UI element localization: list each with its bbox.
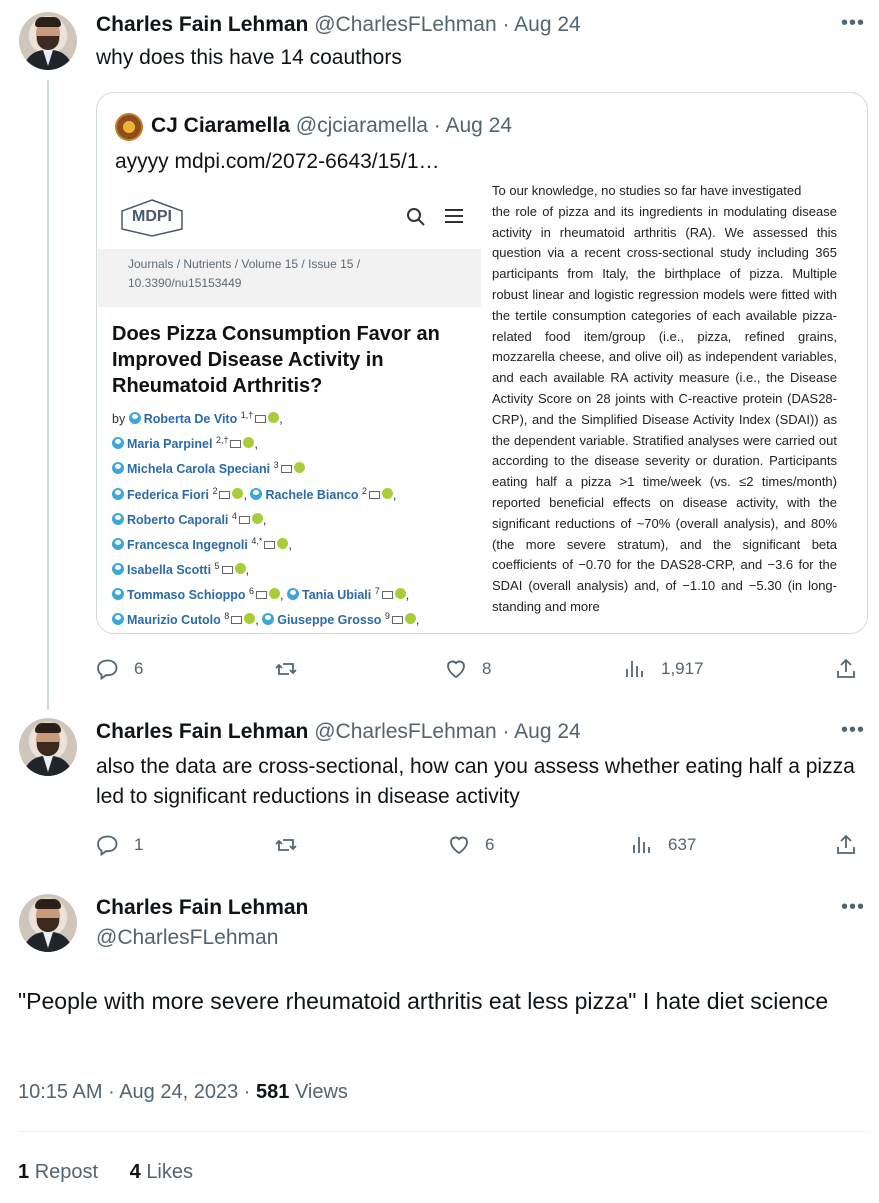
mail-icon xyxy=(230,440,241,448)
like-button[interactable] xyxy=(447,830,494,860)
mail-icon xyxy=(264,541,275,549)
quoted-tweet[interactable] xyxy=(96,92,868,634)
author-separator: , xyxy=(245,563,250,578)
affiliation-marker: 3 xyxy=(273,460,279,471)
author-name: Michela Carola Speciani xyxy=(127,462,271,477)
author-name: Isabella Scotti xyxy=(127,563,212,578)
separator: · xyxy=(433,114,441,137)
orcid-icon xyxy=(382,488,393,499)
avatar[interactable] xyxy=(19,894,77,952)
tweet-actions xyxy=(96,654,866,684)
person-icon xyxy=(262,613,274,625)
author-separator: , xyxy=(279,412,283,427)
author-separator: , xyxy=(405,588,410,603)
author-separator: , xyxy=(254,437,258,452)
affiliation-marker: 5 xyxy=(214,560,220,571)
paper-author[interactable] xyxy=(112,588,284,602)
thread-connector-line xyxy=(47,80,49,710)
affiliation-marker: 4 xyxy=(231,510,237,521)
abstract-cut-line: To our knowledge, no studies so far have investigated xyxy=(492,185,802,198)
tweet-header xyxy=(96,718,581,746)
orcid-icon xyxy=(235,563,246,574)
mdpi-logo: MDPI xyxy=(120,199,184,237)
mail-icon xyxy=(256,591,267,599)
author-name[interactable]: Charles Fain Lehman xyxy=(96,13,309,36)
author-handle[interactable]: @CharlesFLehman xyxy=(314,13,497,36)
person-icon xyxy=(112,513,124,525)
affiliation-marker: 7 xyxy=(374,586,380,597)
quoted-tweet-header xyxy=(151,112,512,140)
paper-author[interactable] xyxy=(112,437,258,451)
tweet-header xyxy=(96,11,581,39)
person-icon xyxy=(112,613,124,625)
affiliation-marker: 4,* xyxy=(251,535,263,546)
views-count: 581 xyxy=(256,1081,290,1103)
affiliation-marker: 8 xyxy=(224,611,230,622)
reposts-count: 1 xyxy=(18,1161,30,1183)
orcid-icon xyxy=(277,538,288,549)
orcid-icon xyxy=(268,412,279,423)
paper-abstract xyxy=(492,185,837,618)
tweet-actions xyxy=(96,830,866,860)
author-separator: , xyxy=(262,512,267,527)
reply-icon xyxy=(96,657,120,681)
orcid-icon xyxy=(243,437,254,448)
author-name: Federica Fiori xyxy=(127,487,209,502)
orcid-icon xyxy=(294,462,305,473)
mail-icon xyxy=(239,516,250,524)
tweet-date[interactable]: Aug 24 xyxy=(445,114,513,137)
author-name: Roberto Caporali xyxy=(127,512,229,527)
mail-icon xyxy=(255,415,266,423)
author-name[interactable]: Charles Fain Lehman xyxy=(96,720,309,743)
author-name: Maurizio Cutolo xyxy=(127,613,221,628)
reply-count: 6 xyxy=(134,659,144,678)
views-label: Views xyxy=(294,1081,348,1103)
reposts-label: Repost xyxy=(34,1161,99,1183)
author-name: Tommaso Schioppo xyxy=(127,588,246,603)
author-name[interactable]: Charles Fain Lehman xyxy=(96,896,309,919)
mail-icon xyxy=(382,591,393,599)
heart-icon xyxy=(447,833,471,857)
share-button[interactable] xyxy=(834,830,858,860)
author-separator: , xyxy=(280,588,284,603)
paper-author[interactable] xyxy=(112,535,292,552)
ellipsis-icon[interactable]: ••• xyxy=(840,896,865,918)
author-name: Maria Parpinel xyxy=(127,437,213,452)
person-icon xyxy=(112,462,124,474)
author-separator: , xyxy=(255,613,259,628)
paper-author[interactable] xyxy=(129,412,283,426)
mail-icon xyxy=(392,616,403,624)
likes-label: Likes xyxy=(146,1161,194,1183)
affiliation-marker: 2 xyxy=(212,485,218,496)
analytics-icon xyxy=(630,833,654,857)
reposts-link[interactable] xyxy=(18,1161,98,1183)
avatar[interactable] xyxy=(19,12,77,70)
paper-author[interactable] xyxy=(112,462,305,476)
author-name: Francesca Ingegnoli xyxy=(127,537,248,552)
author-handle[interactable]: @CharlesFLehman xyxy=(96,926,279,949)
repost-icon xyxy=(274,657,298,681)
tweet-text: "People with more severe rheumatoid arthritis eat less pizza" I hate diet science xyxy=(18,988,829,1014)
person-icon xyxy=(112,538,124,550)
repost-icon xyxy=(274,833,298,857)
paper-author[interactable] xyxy=(250,485,397,502)
menu-icon xyxy=(445,209,463,223)
engagement-stats xyxy=(18,1158,193,1186)
separator: · xyxy=(243,1081,251,1103)
breadcrumb: Journals / Nutrients / Volume 15 / Issue 15 / 10.3390/nu15153449 xyxy=(98,249,481,307)
author-name: Tania Ubiali xyxy=(302,588,372,603)
paper-title: Does Pizza Consumption Favor an Improved Disease Activity in Rheumatoid Arthritis? xyxy=(112,323,440,397)
like-count: 6 xyxy=(485,835,495,854)
affiliation-marker: 1,† xyxy=(240,410,254,420)
share-icon xyxy=(834,657,858,681)
person-icon xyxy=(250,488,262,500)
affiliation-marker: 2 xyxy=(362,485,368,496)
author-name: Roberta De Vito xyxy=(143,412,238,427)
paper-image-right[interactable] xyxy=(481,185,868,634)
divider xyxy=(18,1131,868,1132)
ellipsis-icon[interactable]: ••• xyxy=(840,719,865,741)
orcid-icon xyxy=(244,613,255,624)
separator: · xyxy=(108,1081,115,1103)
heart-icon xyxy=(444,657,468,681)
author-name: Rachele Bianco xyxy=(265,487,359,502)
avatar[interactable] xyxy=(19,718,77,776)
paper-image-left[interactable] xyxy=(98,185,481,634)
author-separator: , xyxy=(393,487,397,502)
repost-button[interactable] xyxy=(274,654,298,684)
views-count: 637 xyxy=(668,835,697,854)
orcid-icon xyxy=(232,488,243,499)
tweet-timestamp xyxy=(18,1078,348,1106)
views-button[interactable] xyxy=(623,654,704,684)
share-icon xyxy=(834,833,858,857)
tweet-date[interactable]: Aug 24 xyxy=(514,720,581,743)
author-separator: , xyxy=(243,487,247,502)
tweet-time[interactable]: 10:15 AM xyxy=(18,1081,103,1103)
person-icon xyxy=(112,588,124,600)
mail-icon xyxy=(231,616,242,624)
orcid-icon xyxy=(252,513,263,524)
person-icon xyxy=(112,563,124,575)
author-name: Giuseppe Grosso xyxy=(277,613,382,628)
reply-icon xyxy=(96,833,120,857)
views-button[interactable] xyxy=(630,830,696,860)
paper-author[interactable] xyxy=(112,560,250,578)
reply-count: 1 xyxy=(134,835,144,854)
views-count: 1,917 xyxy=(661,659,704,678)
reply-button[interactable] xyxy=(96,654,143,684)
author-handle[interactable]: @cjciaramella xyxy=(295,114,428,137)
author-separator: , xyxy=(288,537,292,552)
paper-authors xyxy=(112,405,481,634)
repost-button[interactable] xyxy=(274,830,298,860)
reply-button[interactable] xyxy=(96,830,143,860)
person-icon xyxy=(112,488,124,500)
person-icon xyxy=(129,412,141,424)
affiliation-marker: 9 xyxy=(384,611,390,622)
paper-author[interactable] xyxy=(287,588,409,602)
tweet-date[interactable]: Aug 24 xyxy=(514,13,581,36)
tweet-text: why does this have 14 coauthors xyxy=(96,46,402,69)
abstract-text: the role of pizza and its ingredients in modulating disease activity in rheumatoid arthritis (RA). We assessed this question via a recent cross-sectional study including 365 participants from Italy, the birthplace of pizza. Multiple robust linear and logistic regression models were fitted with the tertile consumption categories of each available pizza-related food item/group (i.e., pizza, refined grains, mozzarella cheese, and olive oil) as independent variables, and each available RA activity measure (i.e., the Disease Activity Score on 28 joints with C-reactive protein (DAS28-CRP), and the Simplified Disease Activity Index (SDAI)) as the dependent variable. Stratified analyses were carried out according to the disease severity or duration. Participants eating half a pizza >1 time/week (vs. ≤2 times/month) reported beneficial effects on disease activity, with the significant reductions of ~70% (overall analysis), and 80% (the more severe stratum), and the significant beta coefficients of −0.70 for the DAS28-CRP, and −3.6 for the SDAI (overall analysis) and, of −1.10 and −5.30 (in long-standing and more xyxy=(492,203,837,614)
likes-link[interactable] xyxy=(130,1161,193,1183)
separator: · xyxy=(502,720,510,743)
avatar[interactable] xyxy=(115,113,143,141)
author-handle[interactable]: @CharlesFLehman xyxy=(314,720,497,743)
search-icon xyxy=(406,207,426,227)
orcid-icon xyxy=(395,588,406,599)
mail-icon xyxy=(281,465,292,473)
separator: · xyxy=(502,13,510,36)
mail-icon xyxy=(222,566,233,574)
affiliation-marker: 2,† xyxy=(215,435,229,446)
tweet-text: also the data are cross-sectional, how can you assess whether eating half a pizza led to significant reductions in disease activity xyxy=(96,755,855,808)
by-label: by xyxy=(112,412,126,427)
quoted-tweet-text: ayyyy mdpi.com/2072-6643/15/1… xyxy=(115,150,440,173)
author-separator: , xyxy=(415,613,420,628)
tweet-date[interactable]: Aug 24, 2023 xyxy=(119,1081,239,1103)
mail-icon xyxy=(369,491,380,499)
analytics-icon xyxy=(623,657,647,681)
person-icon xyxy=(112,437,124,449)
paper-author[interactable] xyxy=(112,613,259,627)
author-name[interactable]: CJ Ciaramella xyxy=(151,114,290,137)
mail-icon xyxy=(219,491,230,499)
like-button[interactable] xyxy=(444,654,491,684)
likes-count: 4 xyxy=(129,1161,141,1183)
orcid-icon xyxy=(405,613,416,624)
share-button[interactable] xyxy=(834,654,858,684)
affiliation-marker: 6 xyxy=(249,586,255,597)
ellipsis-icon[interactable]: ••• xyxy=(840,12,865,34)
paper-author[interactable] xyxy=(112,510,267,527)
like-count: 8 xyxy=(482,659,492,678)
person-icon xyxy=(287,588,299,600)
paper-author[interactable] xyxy=(112,485,247,502)
paper-author[interactable] xyxy=(262,613,419,627)
orcid-icon xyxy=(269,588,280,599)
